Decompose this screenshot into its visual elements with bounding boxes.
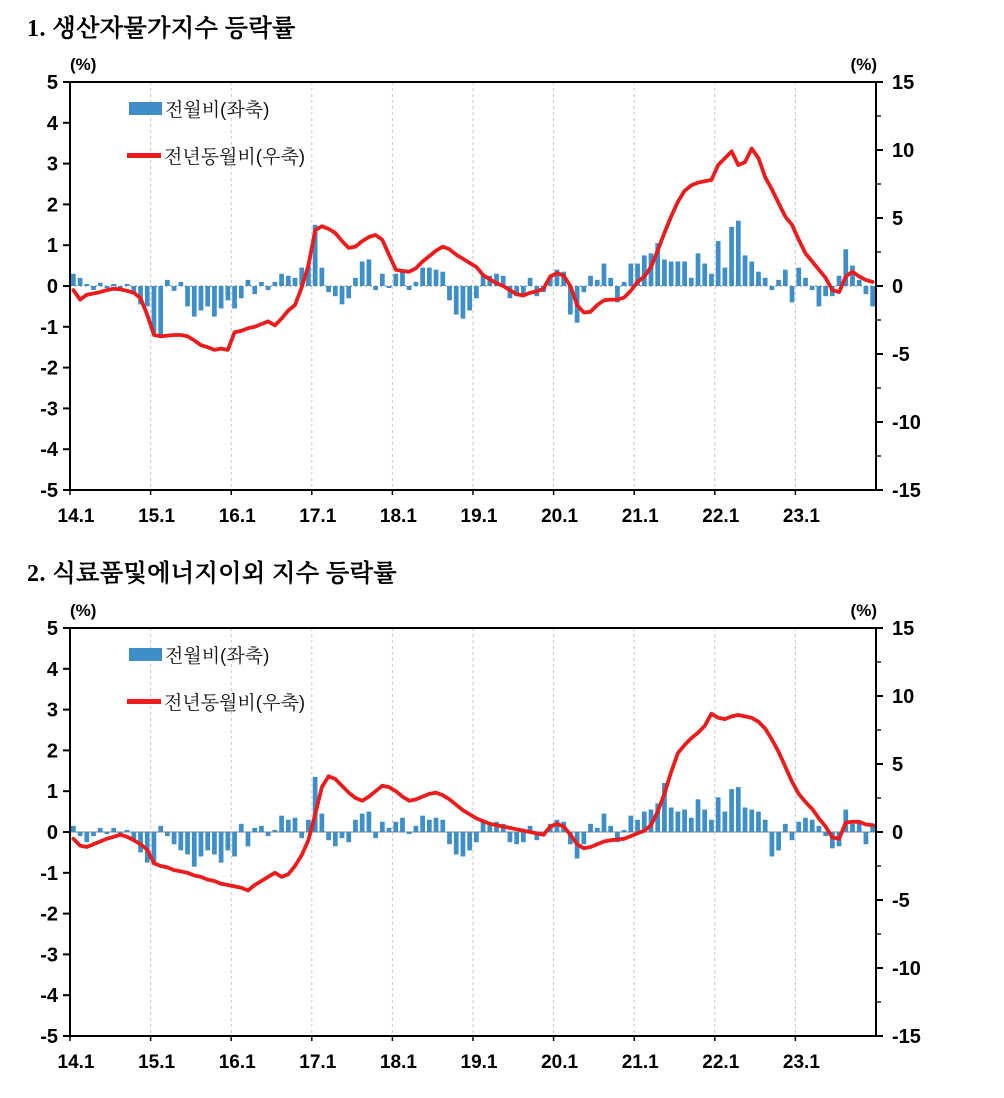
bar-month-116 <box>850 824 855 832</box>
bar-month-59 <box>467 286 472 310</box>
bar-month-37 <box>320 814 325 832</box>
x-axis-tick-label: 16.1 <box>218 506 256 527</box>
bar-month-0 <box>71 274 76 286</box>
bar-month-43 <box>360 262 365 286</box>
bar-month-118 <box>864 286 869 294</box>
bar-month-38 <box>326 286 331 292</box>
bar-month-39 <box>333 832 338 846</box>
bar-month-3 <box>91 832 96 836</box>
bar-month-16 <box>178 282 183 286</box>
bar-month-27 <box>252 828 257 832</box>
bar-month-38 <box>326 832 331 840</box>
bar-month-53 <box>427 268 432 286</box>
bar-month-23 <box>225 286 230 300</box>
bar-month-93 <box>696 253 701 286</box>
bar-month-104 <box>770 832 775 856</box>
bar-month-67 <box>521 832 526 842</box>
bar-month-60 <box>474 286 479 298</box>
bar-month-55 <box>440 272 445 286</box>
left-axis-tick-label: 1 <box>46 781 58 804</box>
bar-month-109 <box>803 818 808 832</box>
bar-month-89 <box>669 808 674 832</box>
x-axis-tick-label: 19.1 <box>460 506 498 527</box>
bar-month-78 <box>595 280 600 286</box>
bar-month-3 <box>91 286 96 290</box>
left-axis-tick-label: -5 <box>40 480 58 502</box>
x-axis-tick-label: 23.1 <box>782 506 820 527</box>
right-axis-tick-label: -15 <box>892 480 921 502</box>
x-axis-tick-label: 22.1 <box>702 506 740 527</box>
right-axis-tick-label: -10 <box>892 958 921 980</box>
bar-month-6 <box>111 828 116 832</box>
bar-month-103 <box>763 278 768 286</box>
bar-month-44 <box>367 812 372 832</box>
bar-month-26 <box>246 832 251 846</box>
bar-month-26 <box>246 280 251 286</box>
chart2-plot <box>0 606 1004 1081</box>
bar-month-108 <box>796 268 801 286</box>
bar-month-21 <box>212 832 217 854</box>
bar-month-108 <box>796 822 801 832</box>
bar-month-54 <box>434 818 439 832</box>
bar-month-24 <box>232 286 237 308</box>
chart1-right-axis-unit: (%) <box>850 55 877 74</box>
bar-month-94 <box>702 264 707 286</box>
bar-month-42 <box>353 820 358 832</box>
chart1-legend-bar <box>129 95 269 122</box>
bar-month-1 <box>78 278 83 286</box>
bar-month-85 <box>642 255 647 286</box>
left-axis-tick-label: 4 <box>46 658 58 681</box>
right-axis-tick-label: 5 <box>892 754 904 776</box>
bar-month-119 <box>870 286 875 306</box>
bar-month-96 <box>716 241 721 286</box>
bar-month-34 <box>299 832 304 838</box>
bar-month-97 <box>723 812 728 832</box>
bar-month-83 <box>628 264 633 286</box>
bar-month-79 <box>602 814 607 832</box>
bar-month-40 <box>340 832 345 838</box>
bar-month-33 <box>293 278 298 286</box>
bar-month-41 <box>346 832 351 842</box>
left-axis-tick-label: 1 <box>46 235 58 258</box>
left-axis-tick-label: -2 <box>40 903 58 926</box>
x-axis-tick-label: 23.1 <box>782 1052 820 1073</box>
bar-month-95 <box>709 274 714 286</box>
right-axis-tick-label: 10 <box>892 140 915 162</box>
bar-month-48 <box>393 274 398 286</box>
bar-month-27 <box>252 286 257 294</box>
bar-month-25 <box>239 286 244 298</box>
bar-month-80 <box>608 278 613 286</box>
bar-month-102 <box>756 812 761 832</box>
right-axis-tick-label: 10 <box>892 686 915 708</box>
x-axis-tick-label: 18.1 <box>379 506 417 527</box>
bar-month-59 <box>467 832 472 850</box>
bar-month-106 <box>783 270 788 286</box>
right-axis-tick-label: -5 <box>892 344 910 366</box>
bar-month-4 <box>98 828 103 832</box>
bar-month-44 <box>367 259 372 286</box>
bar-month-46 <box>380 274 385 286</box>
bar-month-48 <box>393 822 398 832</box>
x-axis-tick-label: 22.1 <box>702 1052 740 1073</box>
right-axis-tick-label: 15 <box>892 618 915 640</box>
bar-month-105 <box>776 832 781 850</box>
bar-month-50 <box>407 286 412 290</box>
bar-month-100 <box>743 808 748 832</box>
right-axis-tick-label: 15 <box>892 72 915 94</box>
bar-month-14 <box>165 832 170 836</box>
bar-month-40 <box>340 286 345 304</box>
bar-month-51 <box>414 282 419 286</box>
chart2-left-axis-unit: (%) <box>70 601 97 620</box>
bar-month-99 <box>736 787 741 832</box>
bar-month-54 <box>434 270 439 286</box>
bar-month-102 <box>756 272 761 286</box>
bar-month-24 <box>232 832 237 856</box>
bar-month-31 <box>279 274 284 286</box>
bar-month-80 <box>608 826 613 832</box>
left-axis-tick-label: -3 <box>40 398 58 421</box>
bar-month-31 <box>279 816 284 832</box>
right-axis-tick-label: 0 <box>892 276 904 298</box>
bar-month-78 <box>595 828 600 832</box>
line-series-swatch <box>127 153 161 158</box>
bar-month-91 <box>682 262 687 286</box>
bar-month-28 <box>259 826 264 832</box>
bar-month-20 <box>205 286 210 306</box>
bar-month-92 <box>689 818 694 832</box>
bar-month-109 <box>803 278 808 286</box>
bar-month-98 <box>729 789 734 832</box>
bar-month-93 <box>696 799 701 832</box>
bar-month-2 <box>84 832 89 842</box>
bar-month-21 <box>212 286 217 317</box>
left-axis-tick-label: -4 <box>40 985 58 1008</box>
bar-month-32 <box>286 820 291 832</box>
right-axis-tick-label: -10 <box>892 412 921 434</box>
left-axis-tick-label: -2 <box>40 357 58 380</box>
bar-month-6 <box>111 284 116 286</box>
bar-month-90 <box>676 812 681 832</box>
bar-month-25 <box>239 824 244 832</box>
bar-month-77 <box>588 276 593 286</box>
bar-month-17 <box>185 832 190 854</box>
bar-month-57 <box>454 286 459 315</box>
chart1-left-axis-unit: (%) <box>70 55 97 74</box>
left-axis-tick-label: -3 <box>40 944 58 967</box>
chart1-legend-line <box>127 142 305 169</box>
x-axis-tick-label: 21.1 <box>621 1052 659 1073</box>
left-axis-tick-label: 5 <box>46 618 58 640</box>
bar-month-82 <box>622 282 627 286</box>
bar-month-18 <box>192 832 197 867</box>
x-axis-tick-label: 14.1 <box>57 1052 95 1073</box>
left-axis-tick-label: -1 <box>40 862 58 885</box>
bar-month-56 <box>447 832 452 844</box>
chart2-legend-bar <box>129 641 269 668</box>
bar-month-111 <box>817 286 822 306</box>
left-axis-tick-label: 2 <box>46 740 58 763</box>
x-axis-tick-label: 20.1 <box>541 1052 579 1073</box>
bar-month-56 <box>447 286 452 300</box>
left-axis-tick-label: -1 <box>40 316 58 339</box>
chart1-plot <box>0 60 1004 535</box>
bar-month-111 <box>817 826 822 832</box>
bar-month-15 <box>172 832 177 844</box>
bar-month-47 <box>387 286 392 288</box>
left-axis-tick-label: -4 <box>40 439 58 462</box>
bar-series-label: 전월비(좌축) <box>165 100 270 121</box>
line-series-label: 전년동월비(우축) <box>164 693 306 714</box>
bar-series-label: 전월비(좌축) <box>165 646 270 667</box>
bar-month-39 <box>333 286 338 296</box>
bar-month-45 <box>373 832 378 838</box>
left-axis-tick-label: 3 <box>46 153 58 176</box>
bar-month-57 <box>454 832 459 854</box>
bar-month-49 <box>400 818 405 832</box>
x-axis-tick-label: 20.1 <box>541 506 579 527</box>
bar-month-32 <box>286 276 291 286</box>
bar-month-105 <box>776 280 781 286</box>
bar-month-76 <box>581 832 586 844</box>
x-axis-tick-label: 21.1 <box>621 506 659 527</box>
bar-month-11 <box>145 286 150 306</box>
bar-month-42 <box>353 278 358 286</box>
x-axis-tick-label: 18.1 <box>379 1052 417 1073</box>
left-axis-tick-label: 5 <box>46 72 58 94</box>
bar-month-97 <box>723 268 728 286</box>
bar-month-33 <box>293 818 298 832</box>
bar-month-65 <box>508 832 513 842</box>
left-axis-tick-label: 4 <box>46 112 58 135</box>
bar-series-swatch <box>129 102 162 115</box>
bar-month-50 <box>407 832 412 834</box>
chart2-title: 2. 식료품및에너지이외 지수 등락률 <box>27 561 398 587</box>
bar-month-23 <box>225 832 230 850</box>
bar-month-58 <box>461 832 466 856</box>
bar-month-83 <box>628 816 633 832</box>
bar-month-66 <box>514 832 519 844</box>
bar-month-45 <box>373 286 378 290</box>
right-axis-tick-label: 5 <box>892 208 904 230</box>
bar-month-8 <box>125 830 130 832</box>
line-series-swatch <box>127 699 161 704</box>
x-axis-tick-label: 15.1 <box>138 1052 176 1073</box>
bar-month-30 <box>273 830 278 832</box>
x-axis-tick-label: 15.1 <box>138 506 176 527</box>
bar-month-79 <box>602 264 607 286</box>
bar-month-100 <box>743 255 748 286</box>
bar-month-47 <box>387 828 392 832</box>
bar-month-8 <box>125 284 130 286</box>
bar-month-15 <box>172 286 177 291</box>
left-axis-tick-label: 0 <box>46 822 58 844</box>
bar-month-43 <box>360 814 365 832</box>
bar-month-101 <box>749 810 754 832</box>
bar-month-51 <box>414 826 419 832</box>
chart2-right-axis-unit: (%) <box>850 601 877 620</box>
bar-month-110 <box>810 286 815 290</box>
bar-month-90 <box>676 262 681 286</box>
x-axis-tick-label: 17.1 <box>299 506 337 527</box>
x-axis-tick-label: 16.1 <box>218 1052 256 1073</box>
bar-month-104 <box>770 286 775 290</box>
bar-month-68 <box>528 278 533 286</box>
bar-month-5 <box>105 286 110 288</box>
bar-month-91 <box>682 810 687 832</box>
bar-month-103 <box>763 820 768 832</box>
bar-month-98 <box>729 227 734 286</box>
bar-month-17 <box>185 286 190 306</box>
bar-month-16 <box>178 832 183 850</box>
bar-month-84 <box>635 820 640 832</box>
bar-month-29 <box>266 286 271 290</box>
bar-month-92 <box>689 278 694 286</box>
bar-month-76 <box>581 286 586 292</box>
bar-month-41 <box>346 286 351 298</box>
bar-month-107 <box>790 832 795 840</box>
bar-month-95 <box>709 820 714 832</box>
bar-month-53 <box>427 820 432 832</box>
line-series-label: 전년동월비(우축) <box>164 147 306 168</box>
bar-month-19 <box>199 832 204 856</box>
bar-month-60 <box>474 832 479 842</box>
bar-month-99 <box>736 221 741 286</box>
bar-month-30 <box>273 282 278 286</box>
bar-month-52 <box>420 268 425 286</box>
bar-month-28 <box>259 282 264 286</box>
bar-month-52 <box>420 816 425 832</box>
bar-month-101 <box>749 262 754 286</box>
chart2-legend-line <box>127 688 305 715</box>
left-axis-tick-label: -5 <box>40 1026 58 1048</box>
bar-month-14 <box>165 280 170 286</box>
bar-month-96 <box>716 797 721 832</box>
bar-month-1 <box>78 832 83 836</box>
bar-month-13 <box>158 286 163 335</box>
bar-month-117 <box>857 280 862 286</box>
bar-month-89 <box>669 262 674 286</box>
bar-month-46 <box>380 822 385 832</box>
bar-month-106 <box>783 824 788 832</box>
bar-month-22 <box>219 832 224 863</box>
bar-month-18 <box>192 286 197 317</box>
right-axis-tick-label: -5 <box>892 890 910 912</box>
bar-month-118 <box>864 832 869 844</box>
bar-month-2 <box>84 284 89 286</box>
right-axis-tick-label: 0 <box>892 822 904 844</box>
bar-month-77 <box>588 824 593 832</box>
right-axis-tick-label: -15 <box>892 1026 921 1048</box>
bar-month-29 <box>266 832 271 836</box>
bar-month-82 <box>622 830 627 832</box>
bar-month-88 <box>662 259 667 286</box>
bar-month-37 <box>320 268 325 286</box>
bar-month-20 <box>205 832 210 850</box>
left-axis-tick-label: 3 <box>46 699 58 722</box>
bar-month-58 <box>461 286 466 319</box>
x-axis-tick-label: 19.1 <box>460 1052 498 1073</box>
x-axis-tick-label: 17.1 <box>299 1052 337 1073</box>
x-axis-tick-label: 14.1 <box>57 506 95 527</box>
bar-month-107 <box>790 286 795 302</box>
left-axis-tick-label: 0 <box>46 276 58 298</box>
bar-month-0 <box>71 826 76 832</box>
chart1-title: 1. 생산자물가지수 등락률 <box>27 16 296 42</box>
bar-month-5 <box>105 832 110 834</box>
bar-month-55 <box>440 820 445 832</box>
bar-month-19 <box>199 286 204 310</box>
bar-month-112 <box>823 286 828 296</box>
bar-month-116 <box>850 266 855 286</box>
bar-month-4 <box>98 283 103 286</box>
bar-month-22 <box>219 286 224 308</box>
bar-series-swatch <box>129 648 162 661</box>
left-axis-tick-label: 2 <box>46 194 58 217</box>
bar-month-13 <box>158 826 163 832</box>
bar-month-94 <box>702 810 707 832</box>
bar-month-110 <box>810 820 815 832</box>
